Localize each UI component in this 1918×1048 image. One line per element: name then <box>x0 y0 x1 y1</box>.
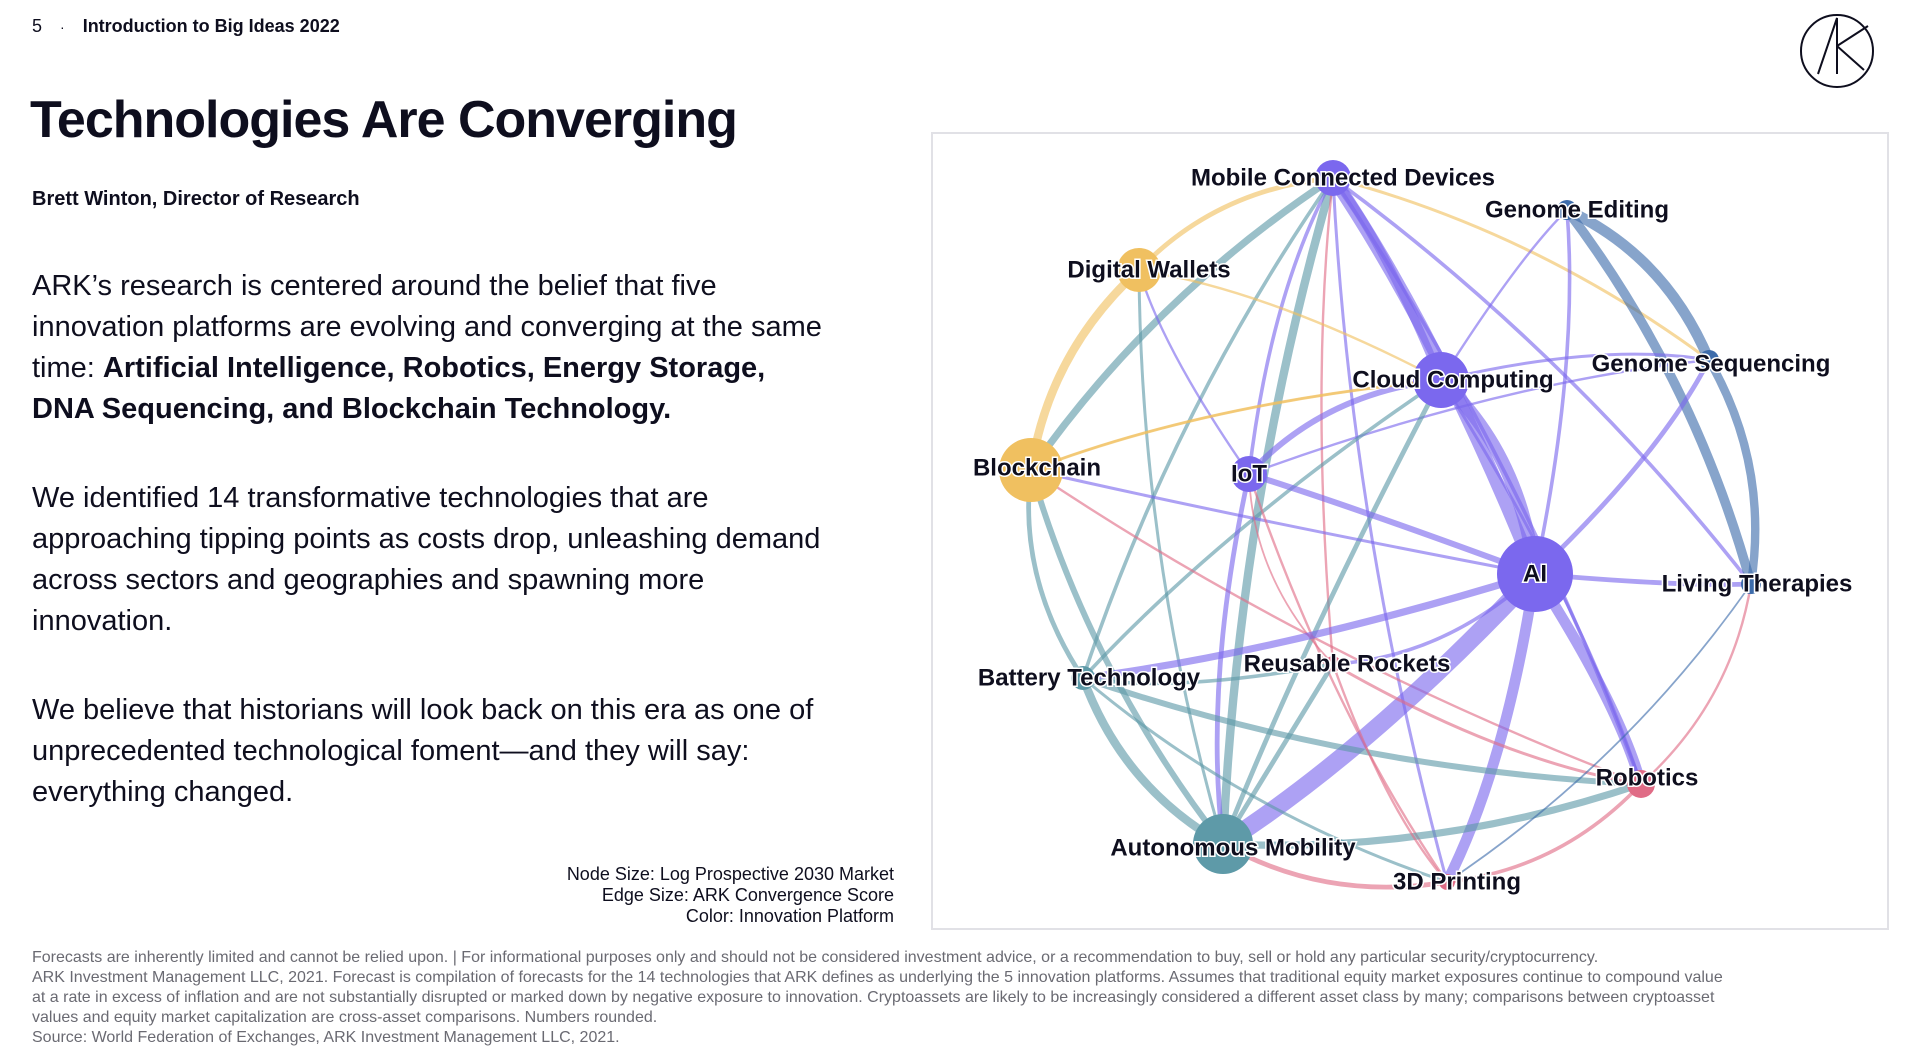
edge-iot-ai <box>1249 474 1535 574</box>
footer-line-5: Source: World Federation of Exchanges, ARK Investment Management LLC, 2021. <box>32 1029 620 1046</box>
header-separator: · <box>60 18 65 35</box>
node-label-ai: AI <box>1523 560 1547 588</box>
node-label-am: Autonomous Mobility <box>1110 834 1356 862</box>
edge-mcd-bt <box>1083 178 1333 678</box>
footer-line-4: values and equity market capitalization are cross-asset comparisons. Numbers rounded. <box>32 1009 658 1026</box>
intro-paragraph <box>32 266 822 430</box>
historians-paragraph: We believe that historians will look back on this era as one of unprecedented technological foment—and they will say: everything changed. <box>32 694 814 808</box>
footer-line-3: at a rate in excess of inflation and are not substantially disrupted or marked down by negative exposure to innovation. Cryptoassets are likely to be increasingly considered a different asset class by many; comparisons between cryptoasset <box>32 989 1715 1006</box>
slide-header <box>32 16 340 37</box>
footer-line-2: ARK Investment Management LLC, 2021. Forecast is compilation of forecasts for the 14 technologies that ARK defines as underlying the 5 innovation platforms. Assumes that traditional equity market exposures continue to compound value <box>32 969 1723 986</box>
node-label-cc: Cloud Computing <box>1352 366 1554 394</box>
footer-line-1: Forecasts are inherently limited and cannot be relied upon. | For informational purposes only and should not be considered investment advice, or a recommendation to buy, sell or hold any particular security/cryptocurrency. <box>32 949 1599 966</box>
intro-text: ARK’s research is centered around the belief that five innovation platforms are evolving and converging at the same time: <box>32 270 822 384</box>
node-label-lt: Living Therapies <box>1661 570 1853 598</box>
node-label-rob: Robotics <box>1595 764 1699 792</box>
page-number: 5 <box>32 16 43 36</box>
page-title: Technologies Are Converging <box>30 91 737 149</box>
edge-rob-p3d <box>1447 784 1641 882</box>
legend-edge-size: Edge Size: ARK Convergence Score <box>601 885 894 905</box>
node-label-bt: Battery Technology <box>977 664 1201 692</box>
edge-cc-bt <box>1083 380 1441 678</box>
node-label-rr: Reusable Rockets <box>1243 650 1451 678</box>
edge-rob-lt <box>1641 584 1751 784</box>
node-label-dw: Digital Wallets <box>1067 256 1231 284</box>
technologies-paragraph: We identified 14 transformative technologies that are approaching tipping points as costs drop, unleashing demand across sectors and geographies and spawning more innovation. <box>32 482 821 637</box>
edge-mcd-bc <box>1031 178 1333 470</box>
intro-platforms: Artificial Intelligence, Robotics, Energy Storage, DNA Sequencing, and Blockchain Technology. <box>32 352 766 425</box>
node-label-iot: IoT <box>1231 460 1267 488</box>
ark-logo-icon <box>1798 12 1876 90</box>
author-line: Brett Winton, Director of Research <box>32 188 360 210</box>
node-label-p3d: 3D Printing <box>1392 868 1522 896</box>
node-label-bc: Blockchain <box>972 454 1102 482</box>
deck-title: Introduction to Big Ideas 2022 <box>82 16 340 36</box>
node-label-gs: Genome Sequencing <box>1591 350 1831 378</box>
edge-ge-cc <box>1441 210 1567 380</box>
network-svg <box>933 134 1891 932</box>
edge-mcd-rr <box>1321 178 1333 664</box>
disclaimer-footer <box>32 948 1892 1048</box>
node-label-mcd: Mobile Connected Devices <box>1190 164 1496 192</box>
edge-mcd-rob <box>1333 178 1641 784</box>
convergence-network-graph <box>931 132 1889 930</box>
edge-mcd-p3d <box>1333 178 1447 882</box>
graph-legend <box>567 864 894 927</box>
edge-dw-iot <box>1139 270 1249 474</box>
edge-iot-p3d <box>1249 474 1447 882</box>
node-label-ge: Genome Editing <box>1484 196 1670 224</box>
legend-color: Color: Innovation Platform <box>685 906 894 926</box>
legend-node-size: Node Size: Log Prospective 2030 Market <box>566 864 894 884</box>
